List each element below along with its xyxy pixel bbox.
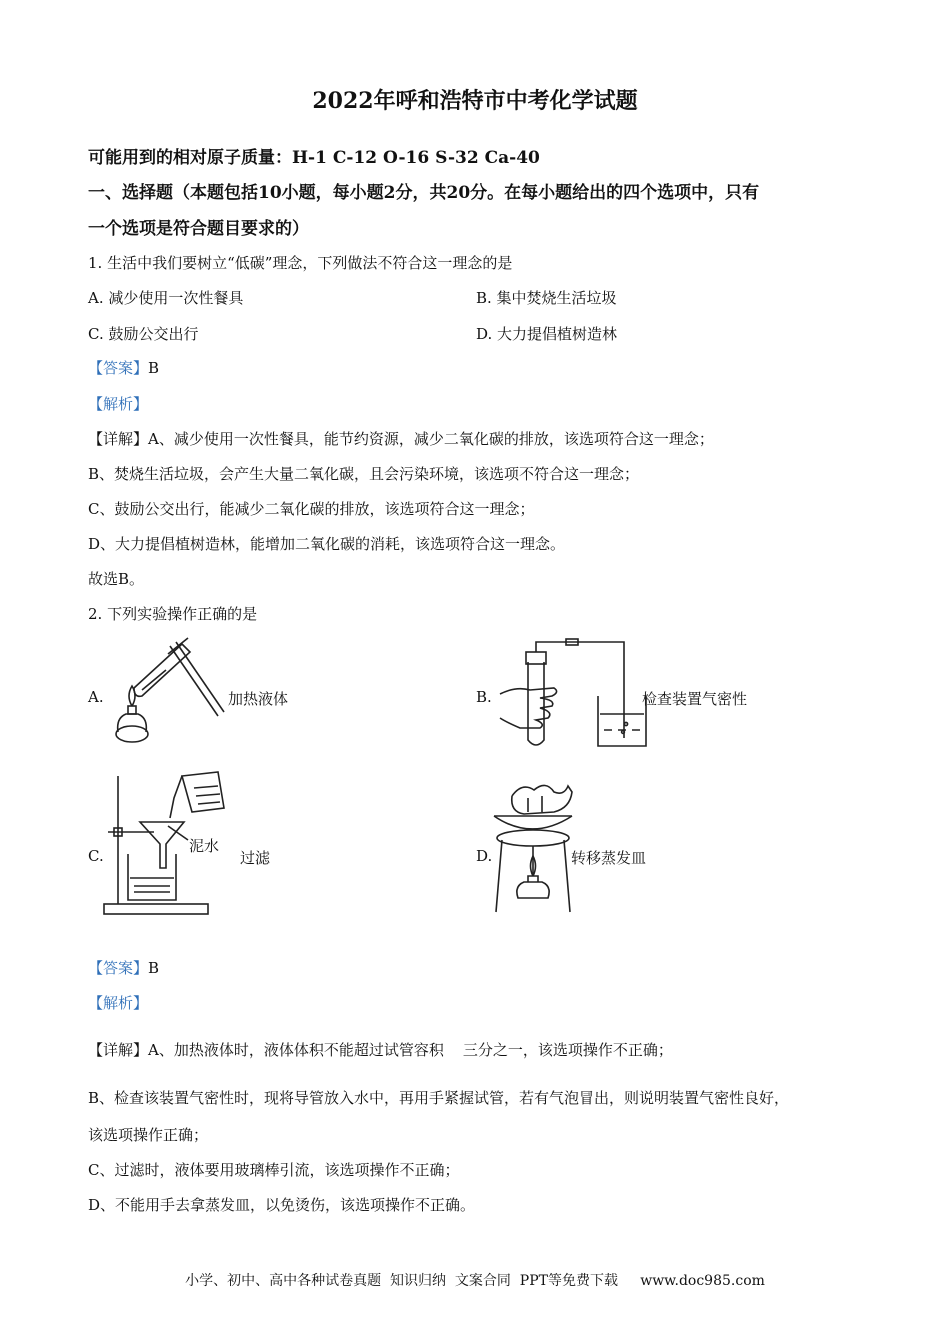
page-title: 2022年呼和浩特市中考化学试题 — [312, 88, 638, 114]
q1-answer — [88, 357, 159, 378]
q1-option-b: B. 集中焚烧生活垃圾 — [476, 289, 617, 307]
section-heading-line1: 一、选择题（本题包括10小题，每小题2分，共20分。在每小题给出的四个选项中，只有 — [88, 183, 760, 203]
answer-tag: 【答案】 — [88, 959, 149, 977]
atomic-mass-line: 可能用到的相对原子质量：H-1 C-12 O-16 S-32 Ca-40 — [88, 148, 540, 168]
q1-detail-line: 【详解】A、减少使用一次性餐具，能节约资源，减少二氧化碳的排放，该选项符合这一理念； — [88, 430, 714, 448]
q2-option-b-caption: 检查装置气密性 — [642, 690, 748, 708]
answer-tag: 【答案】 — [88, 359, 149, 377]
q2-answer — [88, 957, 159, 978]
answer-value: B — [148, 359, 160, 377]
figure-d-evaporating-dish — [488, 778, 578, 918]
q2-option-d-letter: D. — [476, 847, 493, 865]
section-heading-line2: 一个选项是符合题目要求的） — [88, 219, 309, 239]
q2-option-d-caption: 转移蒸发皿 — [571, 849, 647, 867]
q1-detail-line: D、大力提倡植树造林，能增加二氧化碳的消耗，该选项符合这一理念。 — [88, 535, 566, 553]
q2-detail-line: C、过滤时，液体要用玻璃棒引流，该选项操作不正确； — [88, 1161, 460, 1179]
q2-stem: 2. 下列实验操作正确的是 — [88, 605, 258, 623]
figure-c-filtration — [104, 768, 234, 916]
q1-analysis-tag: 【解析】 — [88, 395, 149, 413]
q1-detail-line: C、鼓励公交出行，能减少二氧化碳的排放，该选项符合这一理念； — [88, 500, 535, 518]
answer-value: B — [148, 959, 160, 977]
q1-option-a: A. 减少使用一次性餐具 — [88, 289, 244, 307]
q2-option-a-letter: A. — [88, 688, 104, 706]
q2-detail-line: 【详解】A、加热液体时，液体体积不能超过试管容积 三分之一，该选项操作不正确； — [88, 1041, 673, 1059]
q2-option-b-letter: B. — [476, 688, 492, 706]
q2-option-c-letter: C. — [88, 847, 104, 865]
q1-detail-line: B、焚烧生活垃圾，会产生大量二氧化碳，且会污染环境，该选项不符合这一理念； — [88, 465, 640, 483]
muddy-water-label: 泥水 — [189, 837, 220, 855]
q1-option-d: D. 大力提倡植树造林 — [476, 325, 618, 343]
q2-option-c-caption: 过滤 — [240, 849, 271, 867]
q2-option-a-caption: 加热液体 — [228, 690, 289, 708]
q1-stem: 1. 生活中我们要树立“低碳”理念，下列做法不符合这一理念的是 — [88, 254, 513, 272]
q2-detail-line: D、不能用手去拿蒸发皿，以免烫伤，该选项操作不正确。 — [88, 1196, 476, 1214]
q2-analysis-tag: 【解析】 — [88, 994, 149, 1012]
q2-detail-line: B、检查该装置气密性时，现将导管放入水中，再用手紧握试管，若有气泡冒出，则说明装置气密性良好， — [88, 1089, 790, 1107]
figure-a-heating-liquid — [108, 636, 228, 748]
page-footer: 小学、初中、高中各种试卷真题 知识归纳 文案合同 PPT等免费下载 www.doc985.com — [185, 1273, 765, 1289]
figure-b-airtightness-check — [496, 640, 646, 750]
q1-option-c: C. 鼓励公交出行 — [88, 325, 199, 343]
q1-detail-line: 故选B。 — [88, 570, 145, 588]
q2-detail-line: 该选项操作正确； — [88, 1126, 209, 1144]
